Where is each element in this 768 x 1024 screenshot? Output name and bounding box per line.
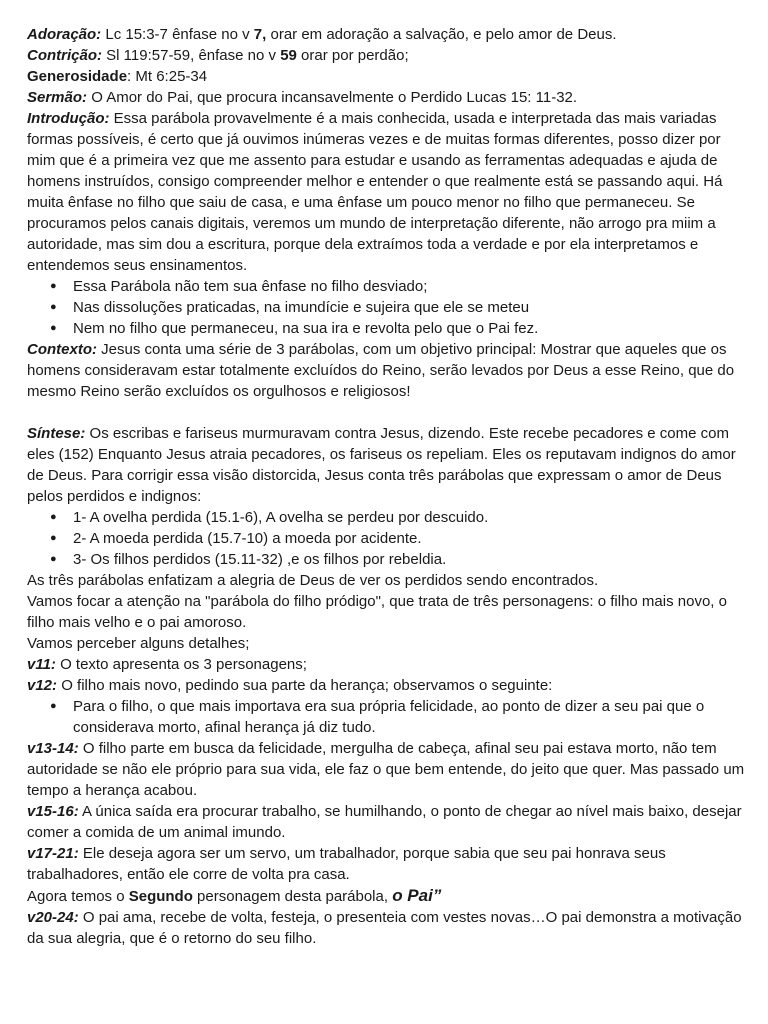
v20-label: v20-24: [27, 909, 79, 926]
contricao-post: orar por perdão; [296, 47, 409, 64]
contricao-line [27, 45, 746, 66]
v11-text: O texto apresenta os 3 personagens; [55, 656, 307, 673]
paragraph-detalhes: Vamos perceber alguns detalhes; [27, 635, 250, 652]
v15-text: A única saída era procurar trabalho, se humilhando, o ponto de chegar ao nível mais baixo, desejar comer a comida de um animal imundo. [27, 803, 742, 841]
v13-text: O filho parte em busca da felicidade, mergulha de cabeça, afinal seu pai estava morto, não tem autoridade se não ele próprio para sua vida, ele faz o que bem entende, do jeito que quer. Mas passado um tempo a herança acabou. [27, 740, 745, 799]
sintese-label: Síntese: [27, 425, 86, 442]
blank-line [27, 402, 746, 423]
v20-text: O pai ama, recebe de volta, festeja, o presenteia com vestes novas…O pai demonstra a motivação da sua alegria, que é o retorno do seu filho. [27, 909, 742, 947]
agora-line [27, 885, 746, 907]
contricao-label: Contrição: [27, 47, 102, 64]
list-item: ● Nas dissoluções praticadas, na imundície e sujeira que ele se meteu [27, 297, 746, 318]
sintese-paragraph [27, 423, 746, 507]
v13-label: v13-14: [27, 740, 79, 757]
adoracao-label: Adoração: [27, 26, 102, 43]
v17-text: Ele deseja agora ser um servo, um trabalhador, porque sabia que seu pai honrava seus trabalhadores, então ele corre de volta pra casa. [27, 845, 666, 883]
agora-mid: personagem desta parábola, [192, 888, 393, 905]
sintese-bullet-list [27, 507, 746, 570]
sermao-label: Sermão: [27, 89, 88, 106]
v13-paragraph [27, 738, 746, 801]
generosidade-text: : Mt 6:25-34 [127, 68, 208, 85]
v11-line [27, 654, 746, 675]
introducao-bullet-list [27, 276, 746, 339]
list-item: ● 2- A moeda perdida (15.7-10) a moeda por acidente. [27, 528, 746, 549]
introducao-label: Introdução: [27, 110, 110, 127]
contexto-label: Contexto: [27, 341, 97, 358]
v15-label: v15-16: [27, 803, 79, 820]
v15-paragraph [27, 801, 746, 843]
v12-label: v12: [27, 677, 58, 694]
sermao-text: O Amor do Pai, que procura incansavelmente o Perdido Lucas 15: 11-32. [87, 89, 578, 106]
adoracao-verse-number: 7, [253, 26, 267, 43]
adoracao-line [27, 24, 746, 45]
v20-paragraph [27, 907, 746, 949]
list-item: ● 3- Os filhos perdidos (15.11-32) ,e os filhos por rebeldia. [27, 549, 746, 570]
v17-paragraph [27, 843, 746, 885]
contexto-text: Jesus conta uma série de 3 parábolas, com um objetivo principal: Mostrar que aqueles que os homens consideravam estar totalmente excluídos do Reino, serão levados por Deus a esse Reino, que do mesmo Reino serão excluídos os orgulhosos e religiosos! [27, 341, 735, 400]
adoracao-post: orar em adoração a salvação, e pelo amor de Deus. [266, 26, 617, 43]
contricao-verse-number: 59 [280, 47, 297, 64]
adoracao-pre: Lc 15:3-7 ênfase no v [101, 26, 254, 43]
list-item: ● 1- A ovelha perdida (15.1-6), A ovelha se perdeu por descuido. [27, 507, 746, 528]
contricao-pre: Sl 119:57-59, ênfase no v [102, 47, 281, 64]
agora-segundo: Segundo [128, 888, 193, 905]
list-item: ● Essa Parábola não tem sua ênfase no filho desviado; [27, 276, 746, 297]
v11-label: v11: [27, 656, 56, 673]
contexto-paragraph [27, 339, 746, 402]
list-item: ● Para o filho, o que mais importava era sua própria felicidade, ao ponto de dizer a seu pai que o considerava morto, afinal herança já diz tudo. [27, 696, 746, 738]
introducao-text: Essa parábola provavelmente é a mais conhecida, usada e interpretada das mais variadas formas possíveis, é certo que já ouvimos inúmeras vezes e de muitas formas diferentes, posso dizer por mim que é a primeira vez que me assento para estudar e usando as ferramentas adequadas e ajuda de homens instruídos, consigo compreender melhor e entender o que realmente está se passando aqui. Há muita ênfase no filho que saiu de casa, e uma ênfase um pouco menor no filho que permaneceu. Se procuramos pelos canais digitais, veremos um mundo de interpretação diferente, não arrogo pra miim a autoridade, mas sim dou a escritura, porque dela extraímos toda a verdade e por ela interpretamos e entendemos seus ensinamentos. [27, 110, 723, 274]
sermao-line [27, 87, 746, 108]
sintese-text: Os escribas e fariseus murmuravam contra Jesus, dizendo. Este recebe pecadores e come com eles (152) Enquanto Jesus atraia pecadores, os fariseus os repeliam. Eles os reputavam indignos do amor de Deus. Para corrigir essa visão distorcida, Jesus conta três parábolas que expressam o amor de Deus pelos perdidos e indignos: [27, 425, 736, 505]
paragraph-focar: Vamos focar a atenção na "parábola do filho pródigo", que trata de três personagens: o filho mais novo, o filho mais velho e o pai amoroso. [27, 593, 727, 631]
agora-pre: Agora temos o [27, 888, 129, 905]
v17-label: v17-21: [27, 845, 79, 862]
v12-text: O filho mais novo, pedindo sua parte da herança; observamos o seguinte: [57, 677, 553, 694]
v12-line [27, 675, 746, 696]
paragraph-alegria: As três parábolas enfatizam a alegria de Deus de ver os perdidos sendo encontrados. [27, 572, 599, 589]
list-item: ● Nem no filho que permaneceu, na sua ira e revolta pelo que o Pai fez. [27, 318, 746, 339]
generosidade-line [27, 66, 746, 87]
v12-bullet-list [27, 696, 746, 738]
generosidade-label: Generosidade [27, 68, 128, 85]
introducao-paragraph [27, 108, 746, 276]
agora-pai: o Pai” [392, 886, 442, 905]
